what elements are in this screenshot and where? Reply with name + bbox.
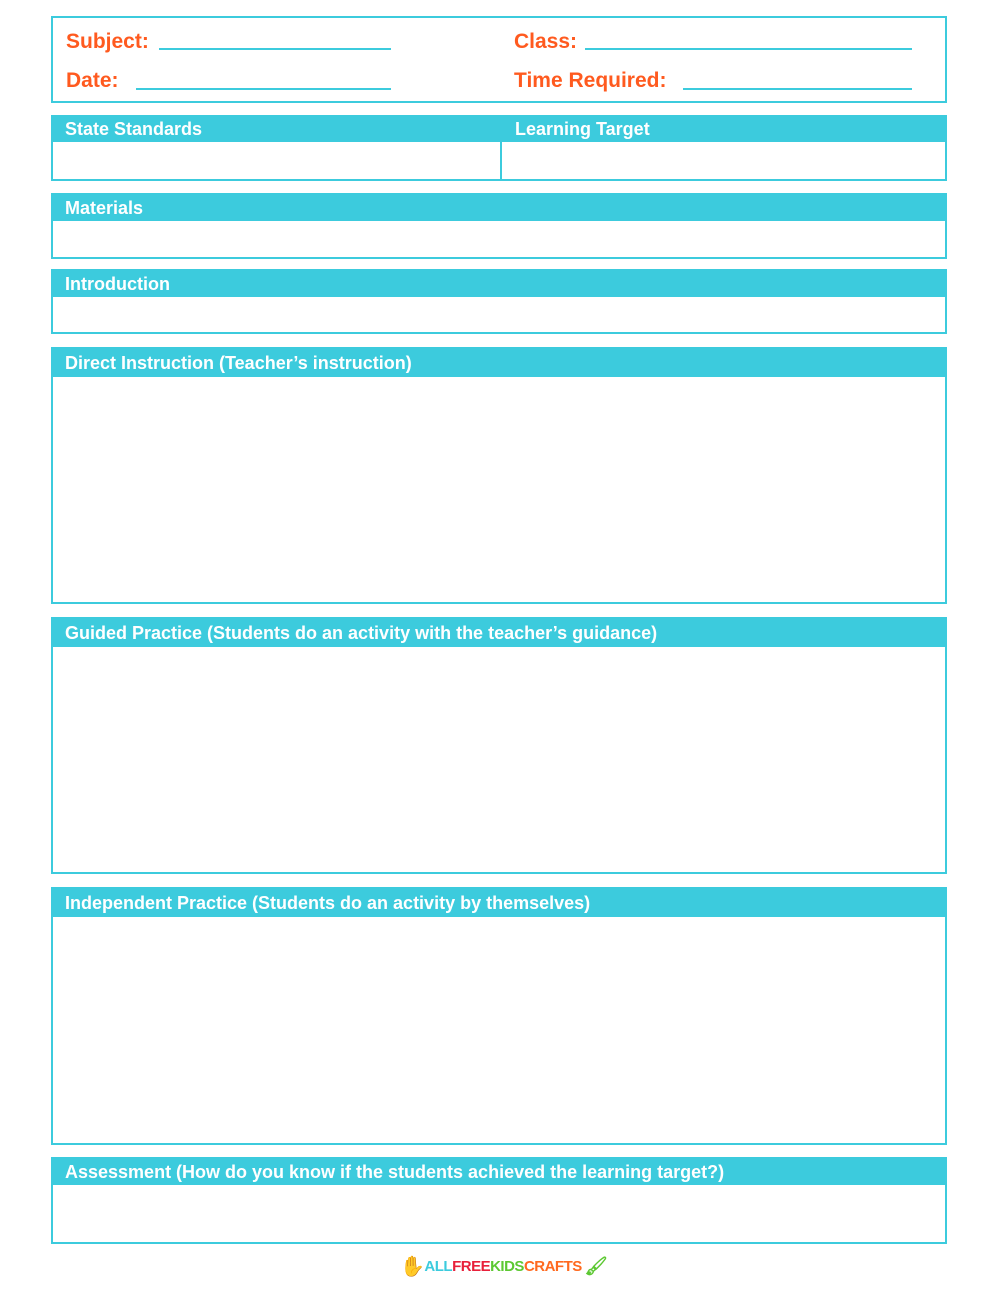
subject-field[interactable] (159, 48, 391, 50)
introduction-header: Introduction (65, 273, 170, 294)
logo-crafts: CRAFTS (523, 1257, 582, 1275)
class-label: Class: (514, 30, 578, 53)
allfreekidscrafts-logo (400, 1252, 608, 1280)
guided-practice-section[interactable] (51, 617, 947, 874)
time-required-field[interactable] (683, 88, 912, 90)
logo-kids: KIDS (490, 1257, 524, 1275)
time-required-label: Time Required: (514, 69, 667, 92)
materials-section[interactable] (51, 193, 947, 259)
direct-instruction-header: Direct Instruction (Teacher’s instruction) (65, 352, 412, 373)
independent-practice-header: Independent Practice (Students do an activity by themselves) (65, 892, 591, 913)
hand-icon: ✋ (400, 1255, 425, 1278)
subject-label: Subject: (66, 30, 149, 53)
direct-instruction-section[interactable] (51, 347, 947, 604)
learning-target-header: Learning Target (515, 119, 650, 139)
class-field[interactable] (585, 48, 912, 50)
assessment-header: Assessment (How do you know if the students achieved the learning target?) (65, 1161, 725, 1182)
date-label: Date: (66, 69, 119, 92)
introduction-section[interactable] (51, 269, 947, 334)
independent-practice-section[interactable] (51, 887, 947, 1145)
guided-practice-header: Guided Practice (Students do an activity with the teacher’s guidance) (65, 622, 658, 643)
logo-all: ALL (424, 1257, 453, 1275)
logo-free: FREE (452, 1257, 491, 1275)
state-standards-header: State Standards (65, 119, 203, 139)
standards-section (51, 115, 947, 181)
column-divider (500, 142, 502, 179)
materials-header: Materials (65, 197, 144, 218)
assessment-section[interactable] (51, 1157, 947, 1244)
date-field[interactable] (136, 88, 391, 90)
paintbrush-icon: 🖌 (584, 1255, 608, 1276)
